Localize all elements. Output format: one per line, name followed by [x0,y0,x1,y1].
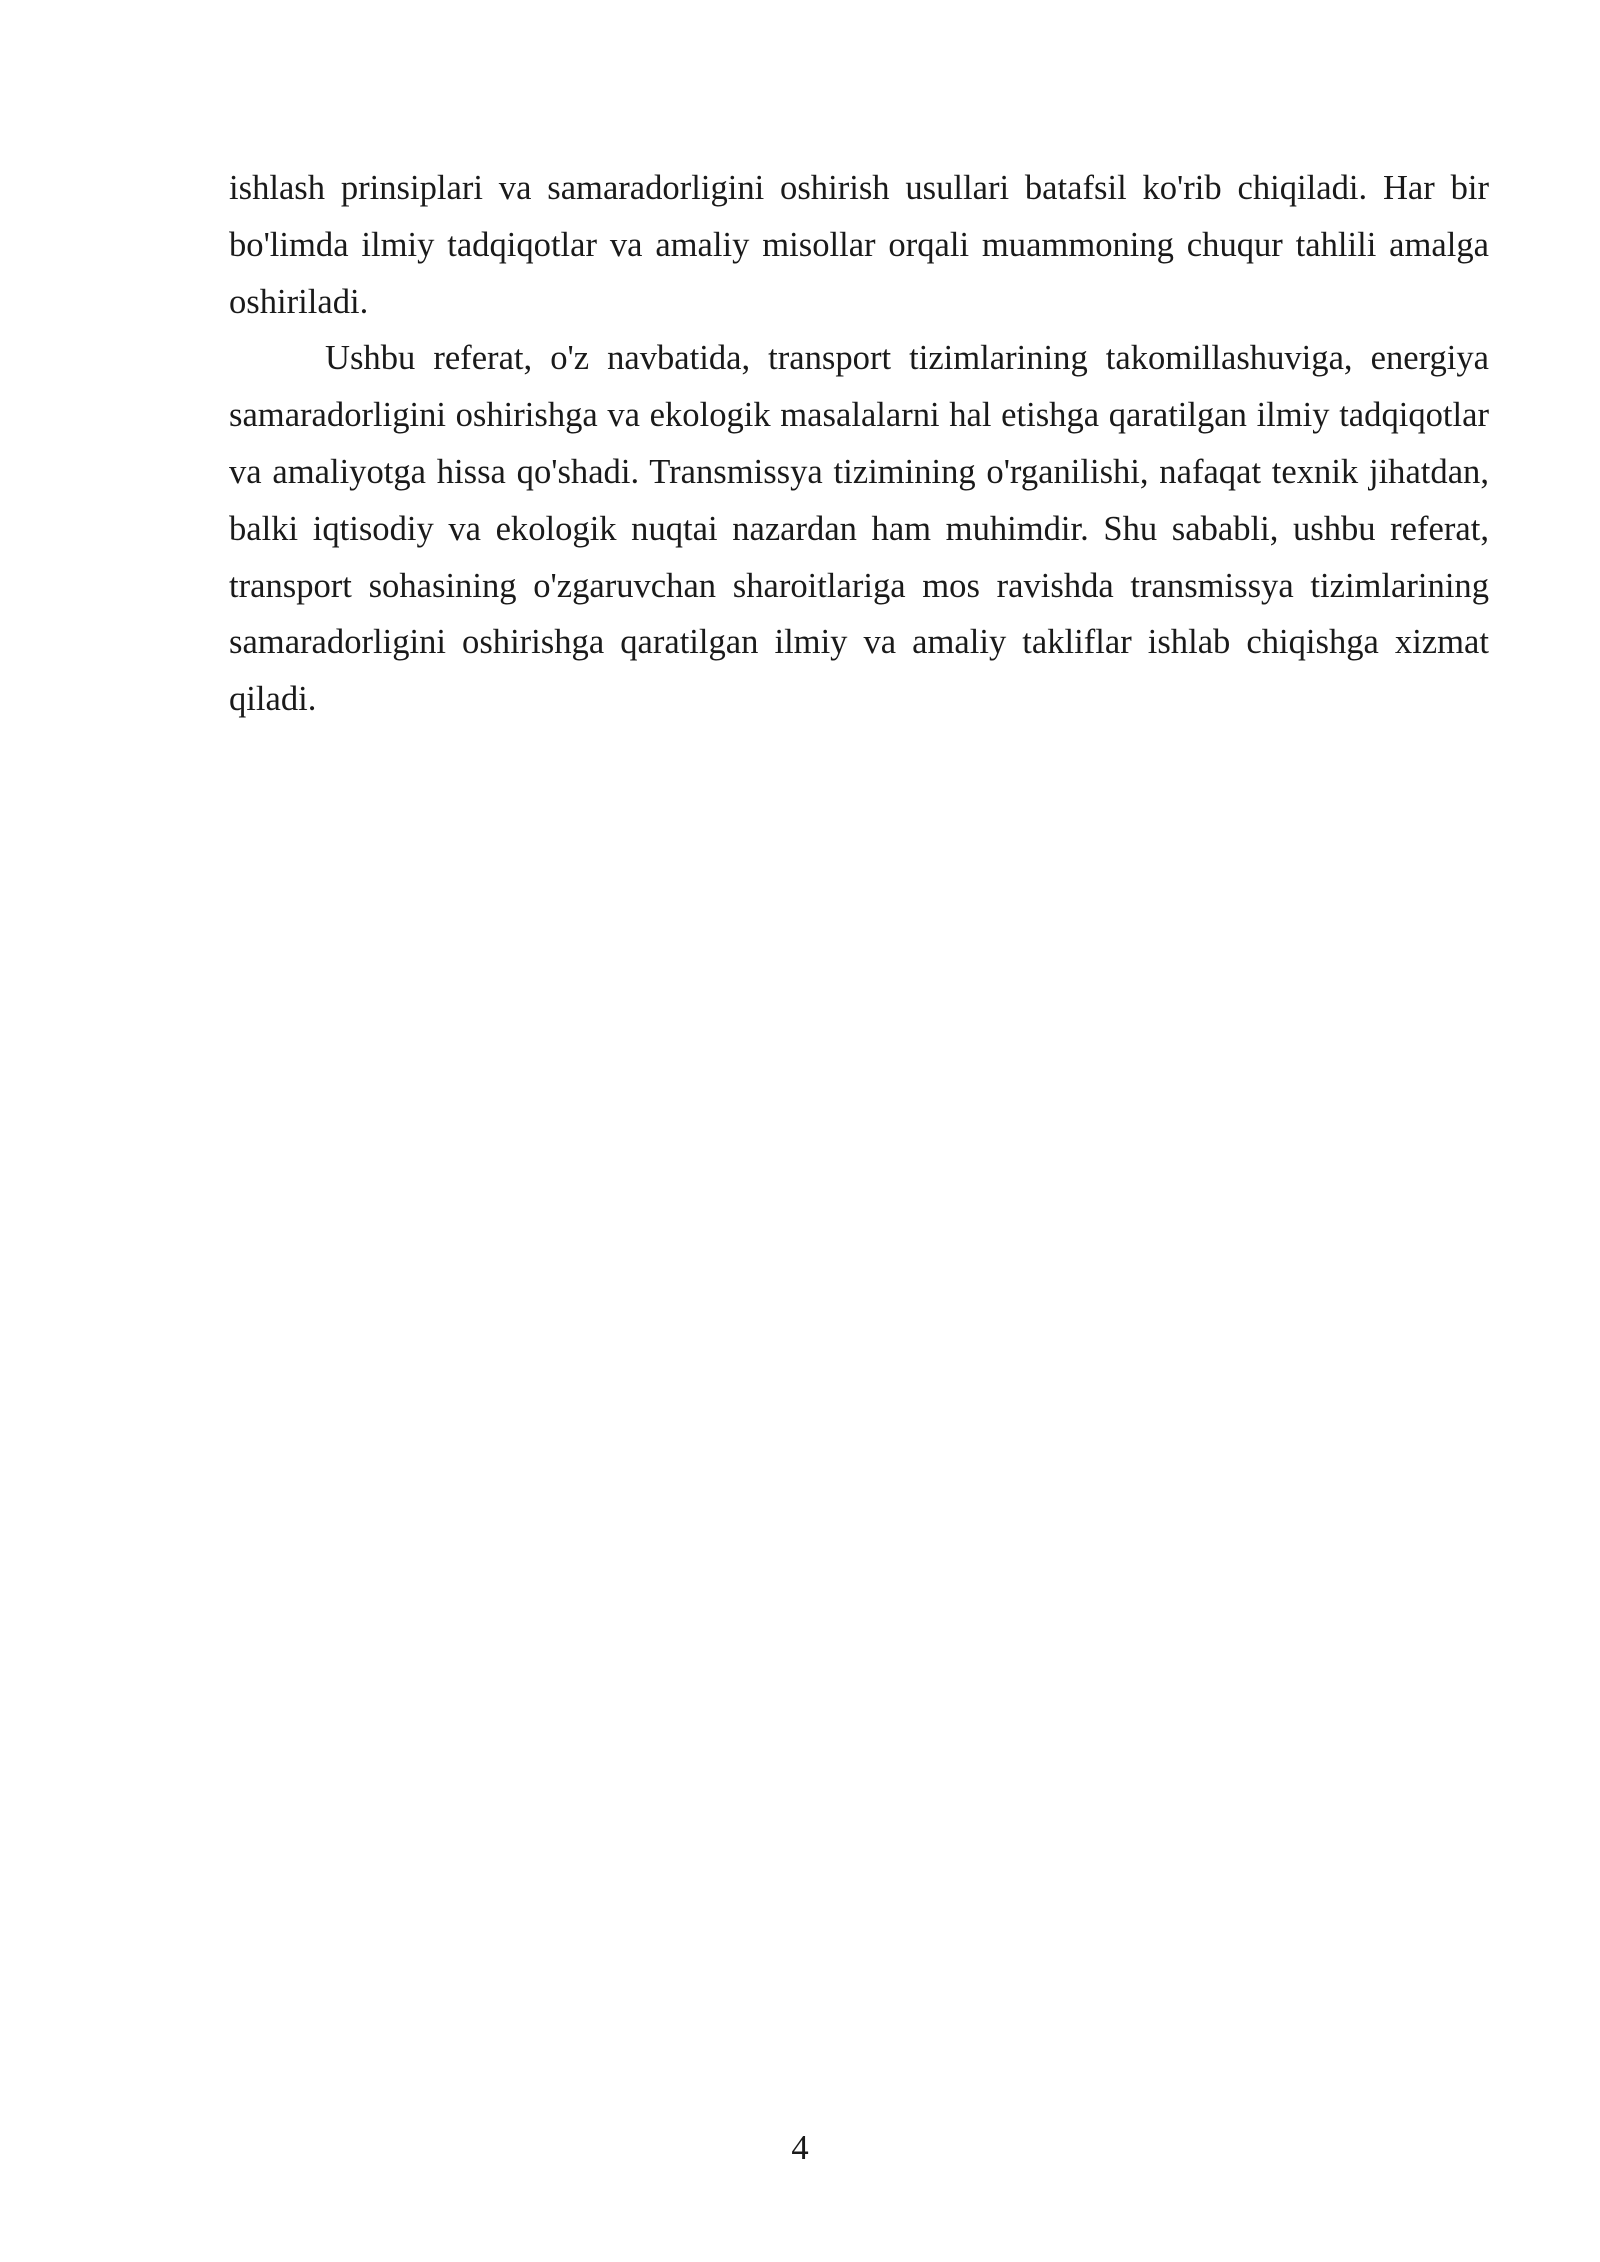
body-text [229,160,1489,728]
paragraph: Ushbu referat, o'z navbatida, transport tizimlarining takomillashuviga, energiya samaradorligini oshirishga va ekologik masalalarni hal etishga qaratilgan ilmiy tadqiqotlar va amaliyotga hissa qo'shadi. Transmissya tizimining o'rganilishi, nafaqat texnik jihatdan, balki iqtisodiy va ekologik nuqtai nazardan ham muhimdir. Shu sababli, ushbu referat, transport sohasining o'zgaruvchan sharoitlariga mos ravishda transmissya tizimlarining samaradorligini oshirishga qaratilgan ilmiy va amaliy takliflar ishlab chiqishga xizmat qiladi. [229,339,1489,719]
paragraph-continuation: ishlash prinsiplari va samaradorligini oshirish usullari batafsil ko'rib chiqiladi. Har bir bo'limda ilmiy tadqiqotlar va amaliy misollar orqali muammoning chuqur tahlili amalga oshiriladi. [229,169,1489,321]
page-number: 4 [791,2129,809,2167]
